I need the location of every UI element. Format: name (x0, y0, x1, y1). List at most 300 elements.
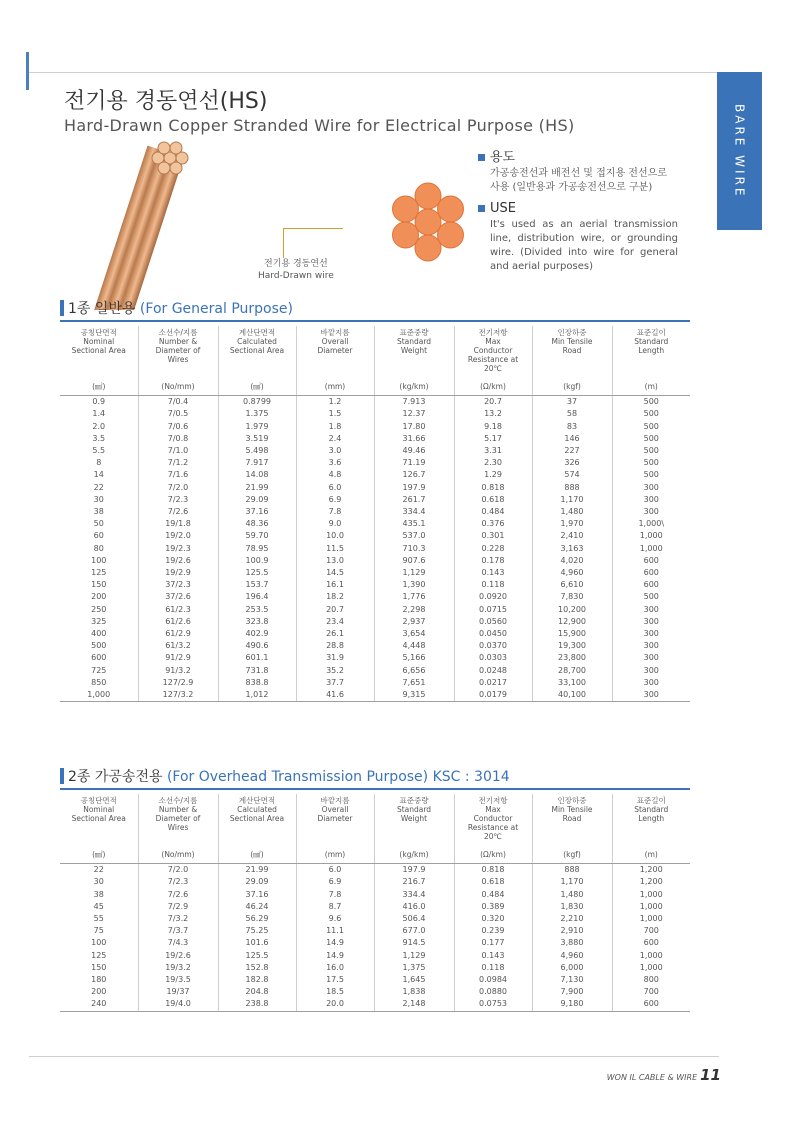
table-cell: 19/37 (138, 986, 218, 998)
column-header-en: Standard Length (634, 805, 669, 823)
table-row (60, 962, 690, 974)
table-cell: 7/2.6 (138, 889, 218, 901)
table-units-row (60, 846, 690, 864)
left-accent-bar (26, 52, 29, 90)
table-cell: 1,970 (532, 518, 612, 530)
table-cell: 490.6 (218, 640, 296, 652)
table-cell: 601.1 (218, 652, 296, 664)
cross-section-diagram (384, 178, 472, 266)
table-cell: 3,654 (374, 628, 454, 640)
table-cell: 61/2.3 (138, 604, 218, 616)
table-row (60, 689, 690, 702)
table-cell: 100.9 (218, 555, 296, 567)
table-cell: 40,100 (532, 689, 612, 702)
side-tab (717, 72, 762, 230)
column-unit: (No/mm) (138, 846, 218, 864)
table-row (60, 482, 690, 494)
caption-leader-line (283, 228, 343, 229)
table-row (60, 494, 690, 506)
table-cell: 14.5 (296, 567, 374, 579)
column-header-en: Calculated Sectional Area (229, 805, 285, 823)
column-unit: (m) (612, 846, 690, 864)
table-cell: 3.6 (296, 457, 374, 469)
table-cell: 7/2.3 (138, 876, 218, 888)
table-cell: 9.0 (296, 518, 374, 530)
table-cell: 600 (612, 998, 690, 1011)
table-cell: 7/1.0 (138, 445, 218, 457)
table-cell: 402.9 (218, 628, 296, 640)
table-cell: 7/0.4 (138, 396, 218, 409)
table-cell: 1,200 (612, 876, 690, 888)
table-cell: 500 (612, 457, 690, 469)
table-cell: 1,000 (60, 689, 138, 702)
table-cell: 1,838 (374, 986, 454, 998)
table-cell: 500 (612, 408, 690, 420)
table-cell: 17.80 (374, 421, 454, 433)
table-cell: 21.99 (218, 482, 296, 494)
table-cell: 11.1 (296, 925, 374, 937)
column-header-ko: 전기저항 (478, 796, 508, 805)
table-cell: 196.4 (218, 591, 296, 603)
table-cell: 7/2.3 (138, 494, 218, 506)
table-cell: 1,012 (218, 689, 296, 702)
table-cell: 1,645 (374, 974, 454, 986)
table-cell: 14.08 (218, 469, 296, 481)
column-header-en: Nominal Sectional Area (71, 805, 126, 823)
table-cell: 416.0 (374, 901, 454, 913)
table-cell: 1,000 (612, 543, 690, 555)
table-cell: 0.484 (454, 506, 532, 518)
table-row (60, 677, 690, 689)
table-cell: 600 (612, 567, 690, 579)
table-cell: 677.0 (374, 925, 454, 937)
table-cell: 731.8 (218, 665, 296, 677)
table-cell: 7,130 (532, 974, 612, 986)
table-cell: 7/4.3 (138, 937, 218, 949)
table-cell: 1.2 (296, 396, 374, 409)
table-row (60, 579, 690, 591)
column-header (60, 326, 138, 378)
table-cell: 14.9 (296, 950, 374, 962)
table-cell: 19/3.2 (138, 962, 218, 974)
table-cell: 0.118 (454, 962, 532, 974)
table-cell: 1.979 (218, 421, 296, 433)
table-cell: 5.498 (218, 445, 296, 457)
table-cell: 150 (91, 962, 107, 972)
column-header-ko: 표준길이 (636, 796, 666, 805)
table-cell: 19,300 (532, 640, 612, 652)
table-cell: 2,148 (374, 998, 454, 1011)
table-cell: 0.618 (454, 876, 532, 888)
table-cell: 1,000\ (612, 518, 690, 530)
table-cell: 5.17 (454, 433, 532, 445)
column-header-ko: 계산단면적 (238, 796, 276, 805)
table-cell: 1.29 (454, 469, 532, 481)
table-cell: 58 (532, 408, 612, 420)
table-cell: 204.8 (218, 986, 296, 998)
table-cell: 2,210 (532, 913, 612, 925)
table-cell: 197.9 (374, 864, 454, 877)
table-cell: 7.8 (296, 889, 374, 901)
footer-brand: WON IL CABLE & WIRE (606, 1073, 698, 1082)
table-cell: 888 (532, 482, 612, 494)
table-cell: 80 (93, 543, 104, 553)
table-cell: 19/2.6 (138, 950, 218, 962)
page-subtitle: Hard-Drawn Copper Stranded Wire for Electrical Purpose (HS) (64, 116, 575, 135)
table-cell: 2.30 (454, 457, 532, 469)
table-cell: 19/4.0 (138, 998, 218, 1011)
column-header-en: Standard Length (634, 337, 669, 355)
table-cell: 323.8 (218, 616, 296, 628)
table-cell: 31.66 (374, 433, 454, 445)
column-header-en: Standard Weight (396, 805, 432, 823)
table-cell: 1.5 (296, 408, 374, 420)
table-cell: 3,163 (532, 543, 612, 555)
table-cell: 101.6 (218, 937, 296, 949)
column-header (532, 326, 612, 378)
table-cell: 300 (612, 604, 690, 616)
column-header-ko: 바깥지름 (320, 328, 350, 337)
table-cell: 300 (612, 616, 690, 628)
table-cell: 0.9 (92, 397, 106, 407)
table-cell: 600 (612, 937, 690, 949)
table-cell: 0.0715 (454, 604, 532, 616)
table-cell: 1,000 (612, 913, 690, 925)
table-cell: 325 (91, 616, 107, 626)
table-cell: 1,830 (532, 901, 612, 913)
table-cell: 500 (612, 469, 690, 481)
table-cell: 400 (91, 629, 107, 639)
table-cell: 14.9 (296, 937, 374, 949)
table-cell: 2.0 (92, 421, 106, 431)
figure-caption-en: Hard-Drawn wire (258, 271, 334, 281)
table-cell: 146 (532, 433, 612, 445)
table-cell: 914.5 (374, 937, 454, 949)
table-cell: 300 (612, 628, 690, 640)
table-cell: 26.1 (296, 628, 374, 640)
table-cell: 7/0.5 (138, 408, 218, 420)
table-cell: 23,800 (532, 652, 612, 664)
table-cell: 23.4 (296, 616, 374, 628)
table-cell: 850 (91, 677, 107, 687)
usage-block (478, 146, 678, 274)
table-cell: 37.16 (218, 506, 296, 518)
table-cell: 0.0450 (454, 628, 532, 640)
table-cell: 6,610 (532, 579, 612, 591)
table-cell: 300 (612, 640, 690, 652)
table-cell: 3.519 (218, 433, 296, 445)
table-cell: 700 (612, 925, 690, 937)
table-row (60, 998, 690, 1011)
table-general-purpose (60, 326, 690, 702)
column-header (60, 794, 138, 846)
table-cell: 6.0 (296, 864, 374, 877)
column-unit: (kg/km) (374, 846, 454, 864)
table-cell: 22 (93, 865, 104, 875)
table-row (60, 506, 690, 518)
table-cell: 5,166 (374, 652, 454, 664)
table-cell: 19/2.3 (138, 543, 218, 555)
section-bar-icon (60, 768, 64, 784)
table-row (60, 445, 690, 457)
table-cell: 0.0560 (454, 616, 532, 628)
table-cell: 200 (91, 987, 107, 997)
table-cell: 19/3.5 (138, 974, 218, 986)
table-cell: 9.6 (296, 913, 374, 925)
table-cell: 49.46 (374, 445, 454, 457)
table-cell: 61/2.6 (138, 616, 218, 628)
table-cell: 7/2.0 (138, 864, 218, 877)
column-header-ko: 바깥지름 (320, 796, 350, 805)
table-row (60, 604, 690, 616)
table-cell: 125.5 (218, 950, 296, 962)
table-cell: 888 (532, 864, 612, 877)
table-cell: 14 (93, 470, 104, 480)
figure-caption-ko: 전기용 경동연선 (264, 259, 328, 269)
table-cell: 7.913 (374, 396, 454, 409)
table-cell: 22 (93, 482, 104, 492)
table-cell: 1,170 (532, 494, 612, 506)
table-cell: 31.9 (296, 652, 374, 664)
table-row (60, 665, 690, 677)
table-cell: 16.1 (296, 579, 374, 591)
table-cell: 3.0 (296, 445, 374, 457)
column-header-en: Min Tensile Road (551, 337, 593, 355)
table-cell: 125.5 (218, 567, 296, 579)
table-cell: 0.0217 (454, 677, 532, 689)
column-header-en: Min Tensile Road (551, 805, 593, 823)
table-cell: 91/3.2 (138, 665, 218, 677)
table-row (60, 652, 690, 664)
column-header-ko: 공칭단면적 (80, 328, 117, 337)
table-cell: 7/0.6 (138, 421, 218, 433)
table-cell: 600 (612, 555, 690, 567)
table-row (60, 913, 690, 925)
table-cell: 50 (93, 519, 104, 529)
table-cell: 125 (91, 568, 107, 578)
table-cell: 7/3.7 (138, 925, 218, 937)
table-cell: 9,315 (374, 689, 454, 702)
column-header-ko: 전기저항 (478, 328, 508, 337)
table-cell: 0.320 (454, 913, 532, 925)
table-cell: 4,448 (374, 640, 454, 652)
section2-title: 2종 가공송전용 (For Overhead Transmission Purpose) KSC : 3014 (60, 766, 510, 786)
table-cell: 300 (612, 506, 690, 518)
table-cell: 1.8 (296, 421, 374, 433)
table-cell: 15,900 (532, 628, 612, 640)
table-cell: 127/3.2 (138, 689, 218, 702)
table-cell: 0.239 (454, 925, 532, 937)
table-cell: 61/2.9 (138, 628, 218, 640)
table-cell: 1,200 (612, 864, 690, 877)
table-row (60, 640, 690, 652)
table-cell: 127/2.9 (138, 677, 218, 689)
column-header (296, 326, 374, 378)
figure-caption (258, 258, 334, 282)
column-unit: (No/mm) (138, 378, 218, 396)
table-cell: 0.118 (454, 579, 532, 591)
caption-leader-line (283, 228, 284, 258)
table-cell: 4,020 (532, 555, 612, 567)
table-cell: 0.178 (454, 555, 532, 567)
table-cell: 38 (93, 889, 104, 899)
table-cell: 6.9 (296, 876, 374, 888)
column-header-ko: 표준중량 (399, 328, 429, 337)
column-header-en: Number & Diameter of Wires (155, 337, 201, 364)
table-cell: 1,776 (374, 591, 454, 603)
table-cell: 7,830 (532, 591, 612, 603)
table-cell: 29.09 (218, 876, 296, 888)
table-cell: 10,200 (532, 604, 612, 616)
table-cell: 0.0920 (454, 591, 532, 603)
table-row (60, 974, 690, 986)
table-cell: 7/0.8 (138, 433, 218, 445)
table-cell: 500 (612, 591, 690, 603)
table-row (60, 925, 690, 937)
table-row (60, 433, 690, 445)
column-unit: (kg/km) (374, 378, 454, 396)
table-units-row (60, 378, 690, 396)
column-header-ko: 인장하중 (557, 328, 587, 337)
table-row (60, 876, 690, 888)
table-row (60, 616, 690, 628)
table-cell: 28,700 (532, 665, 612, 677)
table-cell: 506.4 (374, 913, 454, 925)
column-unit: (㎟) (60, 378, 138, 396)
table-cell: 59.70 (218, 530, 296, 542)
table-cell: 216.7 (374, 876, 454, 888)
table-cell: 55 (93, 914, 104, 924)
table-cell: 700 (612, 986, 690, 998)
table-row (60, 518, 690, 530)
table-cell: 6.0 (296, 482, 374, 494)
table-cell: 6.9 (296, 494, 374, 506)
table-row (60, 555, 690, 567)
column-header-ko: 소선수/지름 (158, 796, 198, 805)
table-cell: 0.301 (454, 530, 532, 542)
table-cell: 83 (532, 421, 612, 433)
table-row (60, 567, 690, 579)
table-cell: 1,129 (374, 950, 454, 962)
table-cell: 9,180 (532, 998, 612, 1011)
page-title: 전기용 경동연선(HS) (64, 89, 268, 114)
table-row (60, 530, 690, 542)
table-cell: 2,298 (374, 604, 454, 616)
table-cell: 18.5 (296, 986, 374, 998)
table-row (60, 591, 690, 603)
table-cell: 20.7 (454, 396, 532, 409)
table-cell: 7/3.2 (138, 913, 218, 925)
table-cell: 0.0179 (454, 689, 532, 702)
table-cell: 7/2.0 (138, 482, 218, 494)
table-cell: 180 (91, 975, 107, 985)
table-cell: 200 (91, 592, 107, 602)
table-cell: 1,000 (612, 950, 690, 962)
table-cell: 0.818 (454, 864, 532, 877)
table-cell: 19/2.9 (138, 567, 218, 579)
column-unit: (mm) (296, 846, 374, 864)
table-cell: 600 (91, 653, 107, 663)
table-cell: 7/1.6 (138, 469, 218, 481)
table-cell: 0.177 (454, 937, 532, 949)
table-cell: 1,000 (612, 962, 690, 974)
table-cell: 37.16 (218, 889, 296, 901)
column-header-en: Calculated Sectional Area (229, 337, 285, 355)
column-header (218, 326, 296, 378)
table-cell: 300 (612, 494, 690, 506)
table-cell: 150 (91, 580, 107, 590)
column-header (138, 326, 218, 378)
table-overhead-transmission (60, 794, 690, 1012)
table-cell: 435.1 (374, 518, 454, 530)
table-cell: 1,000 (612, 530, 690, 542)
side-tab-label: BARE WIRE (732, 103, 747, 199)
table-cell: 75 (93, 926, 104, 936)
table-cell: 16.0 (296, 962, 374, 974)
table-cell: 60 (93, 531, 104, 541)
column-header-en: Max Conductor Resistance at 20℃ (467, 337, 519, 373)
table-cell: 8.7 (296, 901, 374, 913)
table-header-row (60, 326, 690, 378)
table-row (60, 396, 690, 409)
table-cell: 0.618 (454, 494, 532, 506)
table-cell: 1,000 (612, 889, 690, 901)
table-cell: 38 (93, 507, 104, 517)
column-header (532, 794, 612, 846)
table-cell: 100 (91, 938, 107, 948)
table-cell: 261.7 (374, 494, 454, 506)
table-cell: 500 (612, 445, 690, 457)
table-cell: 500 (612, 433, 690, 445)
column-header-en: Number & Diameter of Wires (155, 805, 201, 832)
table-cell: 18.2 (296, 591, 374, 603)
table-cell: 197.9 (374, 482, 454, 494)
table-cell: 37 (532, 396, 612, 409)
top-rule (29, 72, 717, 73)
column-header (612, 326, 690, 378)
column-header (138, 794, 218, 846)
table-cell: 838.8 (218, 677, 296, 689)
table-cell: 2,410 (532, 530, 612, 542)
table-cell: 75.25 (218, 925, 296, 937)
table-cell: 238.8 (218, 998, 296, 1011)
table-cell: 19/2.0 (138, 530, 218, 542)
column-unit: (㎟) (218, 378, 296, 396)
table-row (60, 408, 690, 420)
table-cell: 0.0753 (454, 998, 532, 1011)
table-cell: 0.0984 (454, 974, 532, 986)
table-cell: 1,375 (374, 962, 454, 974)
table-cell: 46.24 (218, 901, 296, 913)
table-cell: 300 (612, 652, 690, 664)
table-cell: 2.4 (296, 433, 374, 445)
usage-heading-ko: 용도 (478, 146, 678, 165)
table-cell: 100 (91, 555, 107, 565)
table-cell: 7/1.2 (138, 457, 218, 469)
square-bullet-icon (478, 205, 485, 212)
table-cell: 0.143 (454, 567, 532, 579)
table-cell: 0.484 (454, 889, 532, 901)
table-cell: 71.19 (374, 457, 454, 469)
table-cell: 21.99 (218, 864, 296, 877)
table-cell: 0.0248 (454, 665, 532, 677)
column-header-en: Nominal Sectional Area (71, 337, 126, 355)
table-cell: 1,480 (532, 889, 612, 901)
table-cell: 10.0 (296, 530, 374, 542)
table-cell: 11.5 (296, 543, 374, 555)
column-header-en: Overall Diameter (317, 337, 353, 355)
table-row (60, 864, 690, 877)
